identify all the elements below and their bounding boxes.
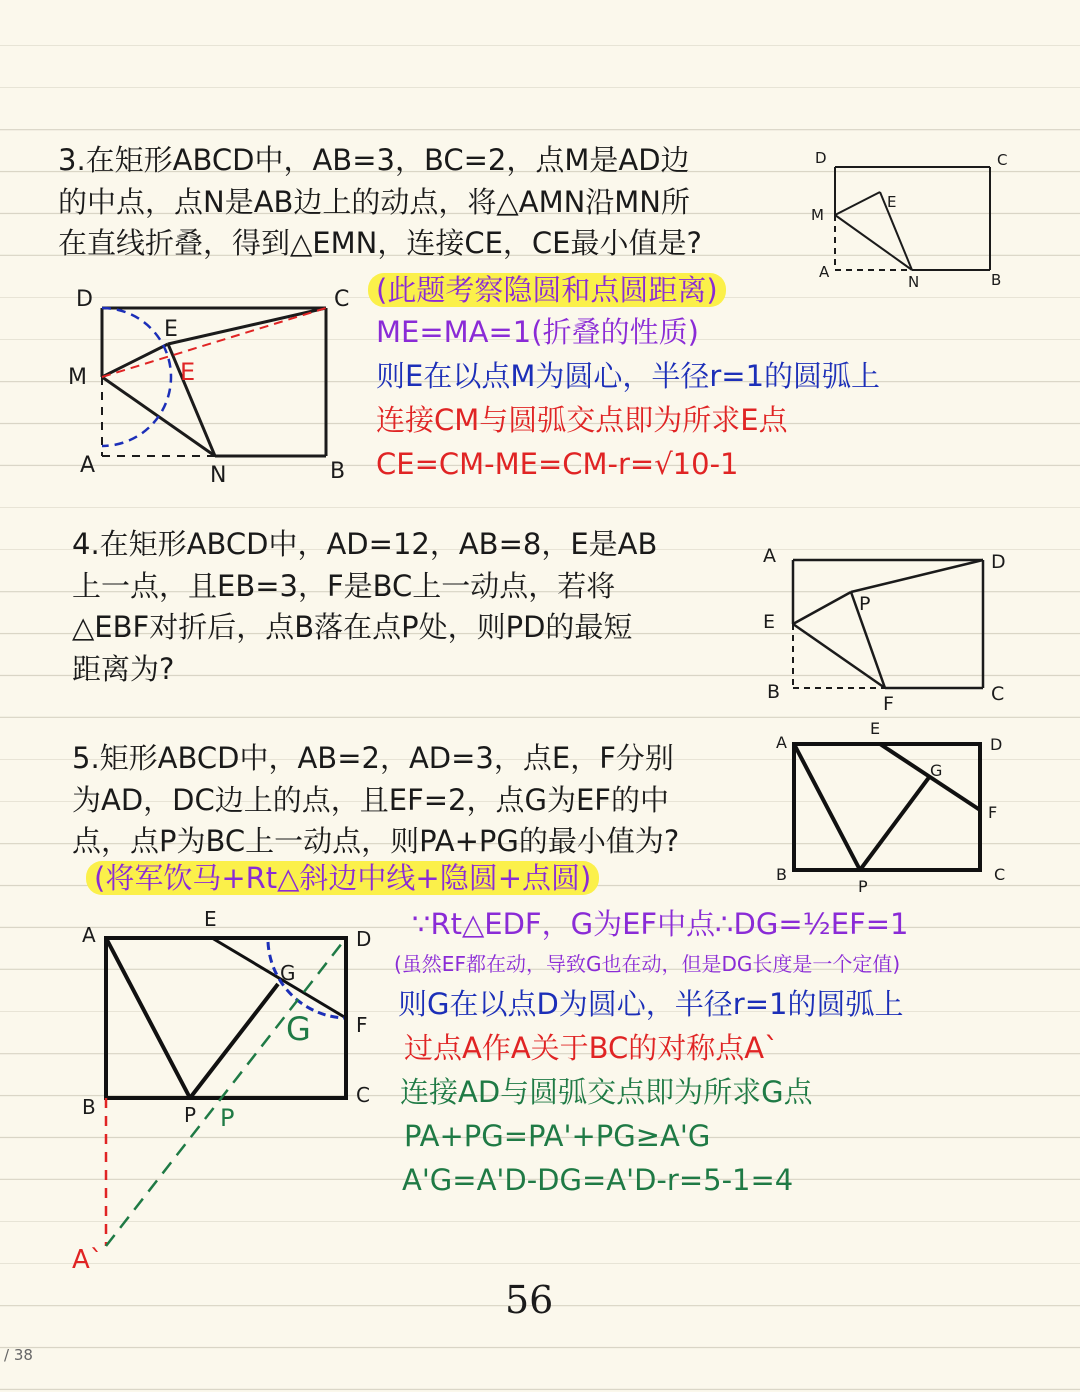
solution-line: 连接CM与圆弧交点即为所求E点 — [376, 403, 788, 437]
label-a: A — [763, 545, 776, 567]
problem3-text — [58, 140, 702, 265]
problem3-line: 3.在矩形ABCD中，AB=3，BC=2，点M是AD边 — [58, 143, 690, 177]
label-e: E — [164, 317, 178, 342]
label-p: P — [859, 593, 871, 615]
problem5-large-figure — [60, 900, 390, 1280]
label-e: E — [763, 611, 776, 633]
label-d: D — [815, 149, 827, 167]
label-p-green: P — [220, 1104, 235, 1132]
label-c: C — [356, 1083, 370, 1107]
label-d: D — [990, 735, 1003, 754]
solution-line: PA+PG=PA'+PG≥A'G — [404, 1119, 711, 1153]
solution-line: A'G=A'D-DG=A'D-r=5-1=4 — [402, 1163, 794, 1197]
label-e: E — [204, 907, 217, 931]
label-m: M — [811, 206, 824, 224]
problem4-line: 上一点，且EB=3，F是BC上一动点，若将 — [72, 568, 616, 603]
label-c: C — [991, 683, 1005, 705]
label-c: C — [334, 287, 350, 312]
problem5-hint-text: (将军饮马+Rt△斜边中线+隐圆+点圆) — [86, 861, 599, 895]
problem5-text — [72, 738, 679, 863]
problem4-line: 距离为? — [72, 651, 175, 686]
label-b: B — [330, 459, 346, 484]
solution-line: 过点A作A关于BC的对称点A` — [404, 1031, 779, 1065]
solution-line: CE=CM-ME=CM-r=√10-1 — [376, 447, 739, 481]
solution-line: (虽然EF都在动，导致G也在动，但是DG长度是一个定值) — [394, 952, 901, 976]
problem4-figure — [755, 540, 1025, 715]
label-e-red: E — [180, 358, 196, 386]
problem4-line: △EBF对折后，点B落在点P处，则PD的最短 — [72, 610, 633, 644]
problem4-text — [72, 524, 657, 690]
label-b: B — [767, 681, 781, 703]
label-b: B — [991, 271, 1002, 289]
label-f: F — [356, 1013, 368, 1037]
label-n: N — [908, 273, 920, 291]
solution-line: 则E在以点M为圆心，半径r=1的圆弧上 — [376, 359, 881, 393]
problem5-line: 点，点P为BC上一动点，则PA+PG的最小值为? — [72, 824, 680, 858]
label-a: A — [819, 263, 830, 281]
solution-line: ∵Rt△EDF，G为EF中点∴DG=½EF=1 — [412, 907, 909, 941]
problem3-solution — [376, 310, 880, 486]
label-a: A — [776, 733, 787, 752]
label-n: N — [210, 463, 227, 488]
label-a: A — [80, 453, 96, 478]
problem5-solution — [394, 902, 909, 1202]
problem3-line: 的中点，点N是AB边上的动点，将△AMN沿MN所 — [58, 184, 690, 219]
problem5-small-figure — [768, 720, 1038, 900]
problem3-hint — [368, 268, 726, 312]
label-d: D — [356, 927, 372, 951]
label-f: F — [988, 803, 998, 822]
label-c: C — [997, 151, 1008, 169]
problem3-hint-text: (此题考察隐圆和点圆距离) — [368, 273, 726, 307]
label-m: M — [68, 365, 87, 390]
label-c: C — [994, 865, 1006, 884]
problem4-line: 4.在矩形ABCD中，AD=12，AB=8，E是AB — [72, 527, 658, 561]
label-p: P — [858, 877, 868, 896]
problem3-large-figure — [60, 280, 380, 490]
label-g: G — [930, 761, 943, 780]
solution-line: ME=MA=1(折叠的性质) — [376, 315, 699, 349]
label-e: E — [887, 193, 897, 211]
label-e: E — [870, 720, 881, 738]
page-count-indicator: / 38 — [4, 1346, 33, 1364]
solution-line: 连接AD与圆弧交点即为所求G点 — [400, 1075, 813, 1109]
label-a-prime: A` — [72, 1245, 103, 1275]
label-p: P — [184, 1103, 197, 1127]
problem5-line: 5.矩形ABCD中，AB=2，AD=3，点E，F分别 — [72, 741, 674, 775]
label-b: B — [82, 1095, 96, 1119]
problem3-line: 在直线折叠，得到△EMN，连接CE，CE最小值是? — [58, 226, 702, 260]
label-a: A — [82, 923, 96, 947]
page-number: 56 — [505, 1278, 554, 1322]
label-d: D — [991, 551, 1006, 573]
label-f: F — [883, 693, 894, 715]
label-d: D — [76, 287, 93, 312]
problem5-line: 为AD，DC边上的点，且EF=2，点G为EF的中 — [72, 782, 669, 817]
solution-line: 则G在以点D为圆心，半径r=1的圆弧上 — [398, 987, 904, 1021]
label-g: G — [280, 961, 296, 985]
label-b: B — [776, 865, 787, 884]
label-g-green: G — [286, 1010, 311, 1048]
problem5-hint — [86, 856, 599, 900]
problem3-small-figure — [805, 145, 1025, 295]
